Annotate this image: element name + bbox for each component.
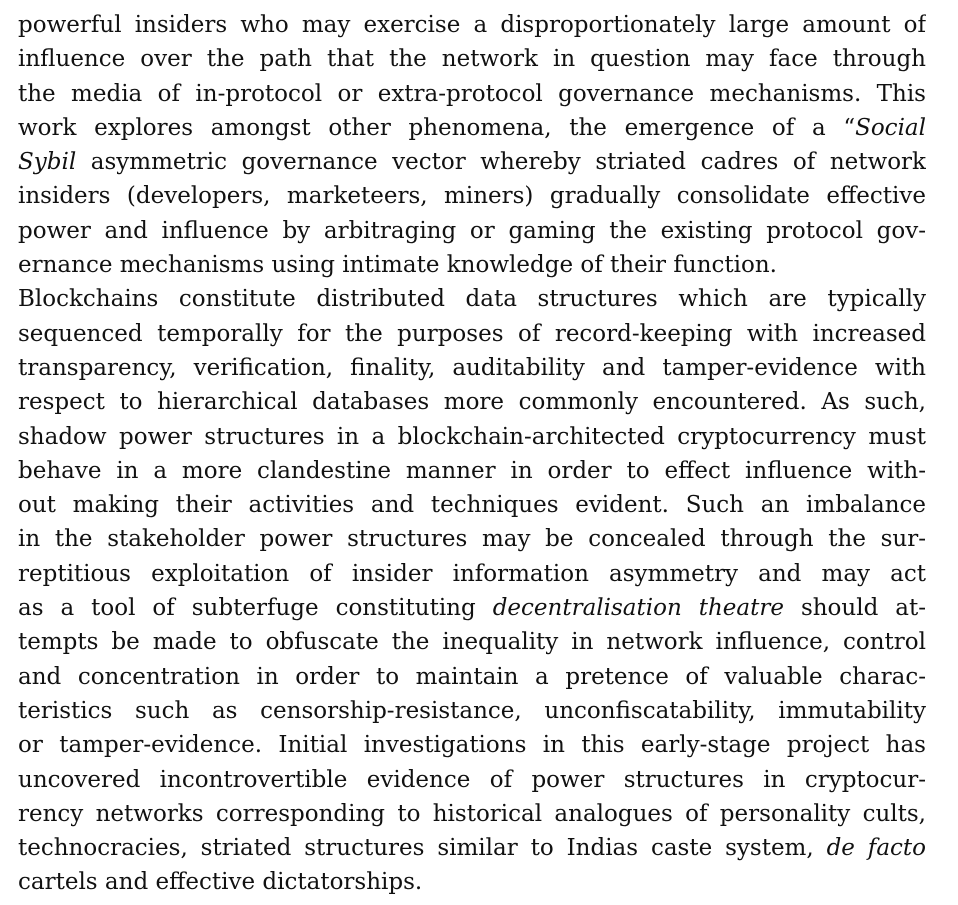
text-segment: behave in a more clandestine manner in order to effect influence with- — [18, 457, 926, 484]
text-line — [18, 214, 926, 248]
italic-text: Social — [855, 114, 926, 141]
text-segment: rency networks corresponding to historical analogues of personality cults, — [18, 800, 926, 827]
text-segment: in the stakeholder power structures may be concealed through the sur- — [18, 526, 926, 553]
text-line — [18, 8, 926, 42]
text-segment: respect to hierarchical databases more commonly encountered. As such, — [18, 389, 926, 416]
text-line — [18, 317, 926, 351]
text-segment: as a tool of subterfuge constituting — [18, 595, 493, 622]
text-segment: should at- — [783, 595, 926, 622]
text-line — [18, 385, 926, 419]
italic-text: decentralisation theatre — [492, 595, 784, 622]
text-line — [18, 831, 926, 865]
text-segment: and concentration in order to maintain a pretence of valuable charac- — [18, 663, 926, 690]
text-line — [18, 865, 926, 899]
paragraph — [18, 8, 926, 282]
document-body — [18, 8, 926, 900]
text-segment: uncovered incontrovertible evidence of power structures in cryptocur- — [18, 766, 926, 793]
text-line — [18, 763, 926, 797]
italic-text: de facto — [826, 835, 926, 862]
text-line — [18, 454, 926, 488]
text-segment: teristics such as censorship-resistance, unconfiscatability, immutability — [18, 697, 926, 724]
text-line — [18, 591, 926, 625]
text-segment: influence over the path that the network in question may face through — [18, 46, 926, 73]
text-segment: the media of in-protocol or extra-protocol governance mechanisms. This — [18, 80, 926, 107]
text-segment: work explores amongst other phenomena, the emergence of a “ — [18, 114, 856, 141]
text-line — [18, 522, 926, 556]
text-segment: tempts be made to obfuscate the inequality in network influence, control — [18, 629, 926, 656]
text-segment: or tamper-evidence. Initial investigations in this early-stage project has — [18, 732, 926, 759]
italic-text: Sybil — [18, 149, 77, 176]
text-segment: ernance mechanisms using intimate knowledge of their function. — [18, 252, 777, 279]
text-segment: transparency, verification, finality, auditability and tamper-evidence with — [18, 354, 926, 381]
text-segment: technocracies, striated structures similar to Indias caste system, — [18, 835, 827, 862]
text-line — [18, 728, 926, 762]
text-segment: powerful insiders who may exercise a disproportionately large amount of — [18, 12, 926, 38]
paragraph — [18, 282, 926, 899]
text-line — [18, 488, 926, 522]
text-segment: sequenced temporally for the purposes of record-keeping with increased — [18, 320, 926, 347]
text-line — [18, 351, 926, 385]
text-segment: insiders (developers, marketeers, miners) gradually consolidate effective — [18, 183, 926, 210]
text-line — [18, 145, 926, 179]
text-line — [18, 248, 926, 282]
text-line — [18, 420, 926, 454]
text-segment: reptitious exploitation of insider information asymmetry and may act — [18, 560, 926, 587]
text-line — [18, 282, 926, 316]
text-segment: out making their activities and techniques evident. Such an imbalance — [18, 492, 926, 519]
text-segment: shadow power structures in a blockchain-architected cryptocurrency must — [18, 423, 926, 450]
text-segment: asymmetric governance vector whereby striated cadres of network — [76, 149, 926, 176]
text-segment: power and influence by arbitraging or gaming the existing protocol gov- — [18, 217, 926, 244]
text-line — [18, 625, 926, 659]
text-line — [18, 557, 926, 591]
text-segment: cartels and effective dictatorships. — [18, 869, 423, 896]
text-line — [18, 111, 926, 145]
text-line — [18, 77, 926, 111]
text-line — [18, 42, 926, 76]
text-line — [18, 179, 926, 213]
text-segment: Blockchains constitute distributed data structures which are typically — [18, 286, 926, 313]
text-line — [18, 797, 926, 831]
text-line — [18, 660, 926, 694]
text-line — [18, 694, 926, 728]
